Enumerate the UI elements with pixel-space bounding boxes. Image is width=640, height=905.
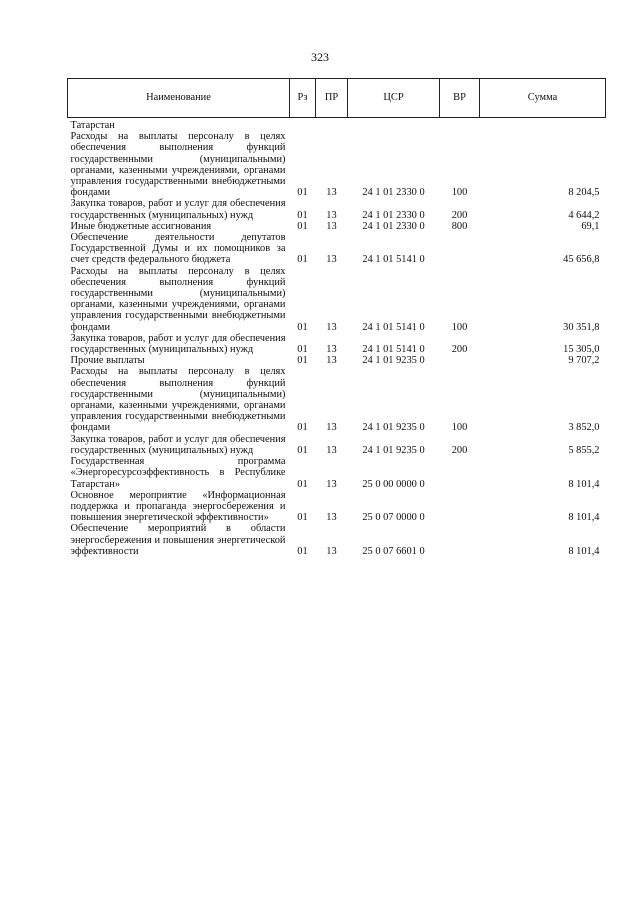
cell-csr: 24 1 01 9235 0	[362, 355, 425, 367]
cell-csr: 24 1 01 5141 0	[362, 344, 425, 356]
cell-rz: 01	[297, 355, 308, 367]
cell-sum: 30 351,8	[563, 321, 600, 333]
cell-csr: 24 1 01 5141 0	[362, 254, 425, 266]
cell-pr: 13	[326, 444, 337, 456]
table-body	[68, 118, 606, 557]
cell-pr: 13	[326, 355, 337, 367]
table-row	[68, 118, 606, 132]
cell-rz	[290, 118, 316, 132]
cell-csr: 25 0 00 0000 0	[362, 478, 425, 490]
cell-pr	[316, 118, 348, 132]
cell-pr: 13	[326, 220, 337, 232]
cell-sum	[480, 118, 606, 132]
header-pr: ПР	[316, 79, 348, 118]
cell-vr: 800	[451, 220, 468, 232]
cell-pr: 13	[326, 478, 337, 490]
cell-pr: 13	[326, 545, 337, 557]
cell-csr: 24 1 01 2330 0	[362, 220, 425, 232]
cell-sum: 8 101,4	[568, 512, 600, 524]
cell-csr: 24 1 01 9235 0	[362, 422, 425, 434]
header-rz: Рз	[290, 79, 316, 118]
cell-vr	[440, 490, 480, 524]
cell-csr: 24 1 01 2330 0	[362, 209, 425, 221]
cell-rz: 01	[297, 321, 308, 333]
table-row	[68, 232, 606, 266]
cell-vr	[440, 232, 480, 266]
cell-name: Расходы на выплаты персоналу в целях обеспечения выполнения функций государственными (муниципальными) органами, казенными учреждениями, органами управления государственными внебюджетными фондами	[70, 265, 286, 333]
header-vr: ВР	[440, 79, 480, 118]
cell-sum: 69,1	[581, 220, 600, 232]
cell-sum: 8 204,5	[568, 187, 600, 199]
cell-vr	[440, 456, 480, 490]
header-sum: Сумма	[480, 79, 606, 118]
table-header	[68, 79, 606, 118]
cell-sum: 4 644,2	[568, 209, 600, 221]
cell-rz: 01	[297, 254, 308, 266]
cell-rz: 01	[297, 220, 308, 232]
table-row	[68, 523, 606, 557]
table-row	[68, 131, 606, 198]
cell-name: Закупка товаров, работ и услуг для обеспечения государственных (муниципальных) нужд	[70, 433, 286, 456]
cell-rz: 01	[297, 422, 308, 434]
cell-sum: 3 852,0	[568, 422, 600, 434]
cell-pr: 13	[326, 254, 337, 266]
cell-name: Закупка товаров, работ и услуг для обеспечения государственных (муниципальных) нужд	[70, 198, 286, 221]
cell-pr: 13	[326, 187, 337, 199]
cell-name: Обеспечение деятельности депутатов Государственной Думы и их помощников за счет средств федерального бюджета	[70, 232, 286, 266]
cell-rz: 01	[297, 478, 308, 490]
cell-name: Обеспечение мероприятий в области энергосбережения и повышения энергетической эффективности	[70, 523, 286, 557]
cell-name: Закупка товаров, работ и услуг для обеспечения государственных (муниципальных) нужд	[70, 332, 286, 356]
table-row	[68, 490, 606, 524]
cell-name: Государственная программа «Энергоресурсоэффективность в Республике Татарстан»	[70, 456, 286, 490]
table-row	[68, 355, 606, 366]
cell-vr: 100	[451, 187, 468, 199]
cell-name: Прочие выплаты	[70, 355, 145, 367]
cell-sum: 9 707,2	[568, 355, 600, 367]
table-row	[68, 456, 606, 490]
cell-pr: 13	[326, 422, 337, 434]
page-number: 323	[311, 50, 329, 64]
cell-name: Расходы на выплаты персоналу в целях обеспечения выполнения функций государственными (муниципальными) органами, казенными учреждениями, органами управления государственными внебюджетными фондами	[70, 131, 286, 199]
header-csr: ЦСР	[348, 79, 440, 118]
cell-sum: 8 101,4	[568, 478, 600, 490]
header-name: Наименование	[68, 79, 290, 118]
cell-rz: 01	[297, 187, 308, 199]
cell-csr: 24 1 01 5141 0	[362, 321, 425, 333]
cell-pr: 13	[326, 209, 337, 221]
cell-pr: 13	[326, 512, 337, 524]
cell-vr	[440, 523, 480, 557]
cell-rz: 01	[297, 512, 308, 524]
budget-table	[67, 78, 606, 557]
cell-name: Иные бюджетные ассигнования	[70, 220, 212, 232]
cell-rz: 01	[297, 209, 308, 221]
cell-sum: 8 101,4	[568, 545, 600, 557]
cell-csr: 24 1 01 2330 0	[362, 187, 425, 199]
cell-csr	[348, 118, 440, 132]
cell-vr: 100	[451, 422, 468, 434]
cell-sum: 15 305,0	[563, 344, 600, 356]
cell-rz: 01	[297, 444, 308, 456]
cell-csr: 24 1 01 9235 0	[362, 444, 425, 456]
cell-sum: 45 656,8	[563, 254, 600, 266]
cell-vr	[440, 118, 480, 132]
cell-rz: 01	[297, 344, 308, 356]
cell-vr: 200	[451, 444, 468, 456]
cell-vr: 200	[451, 344, 468, 356]
cell-csr: 25 0 07 6601 0	[362, 545, 425, 557]
table-row	[68, 221, 606, 232]
cell-name: Татарстан	[70, 120, 115, 131]
cell-csr: 25 0 07 0000 0	[362, 512, 425, 524]
cell-pr: 13	[326, 321, 337, 333]
cell-name: Основное мероприятие «Информационная поддержка и пропаганда энергосбережения и повышения энергетической эффективности»	[70, 489, 286, 524]
cell-vr	[440, 355, 480, 366]
cell-vr: 200	[451, 209, 468, 221]
table-row	[68, 434, 606, 456]
table-row	[68, 266, 606, 333]
cell-rz: 01	[297, 545, 308, 557]
cell-pr: 13	[326, 344, 337, 356]
table-row	[68, 333, 606, 355]
table-row	[68, 366, 606, 433]
cell-name: Расходы на выплаты персоналу в целях обеспечения выполнения функций государственными (муниципальными) органами, казенными учреждениями, органами управления государственными внебюджетными фондами	[70, 366, 286, 434]
cell-sum: 5 855,2	[568, 444, 600, 456]
table-row	[68, 198, 606, 220]
cell-vr: 100	[451, 321, 468, 333]
